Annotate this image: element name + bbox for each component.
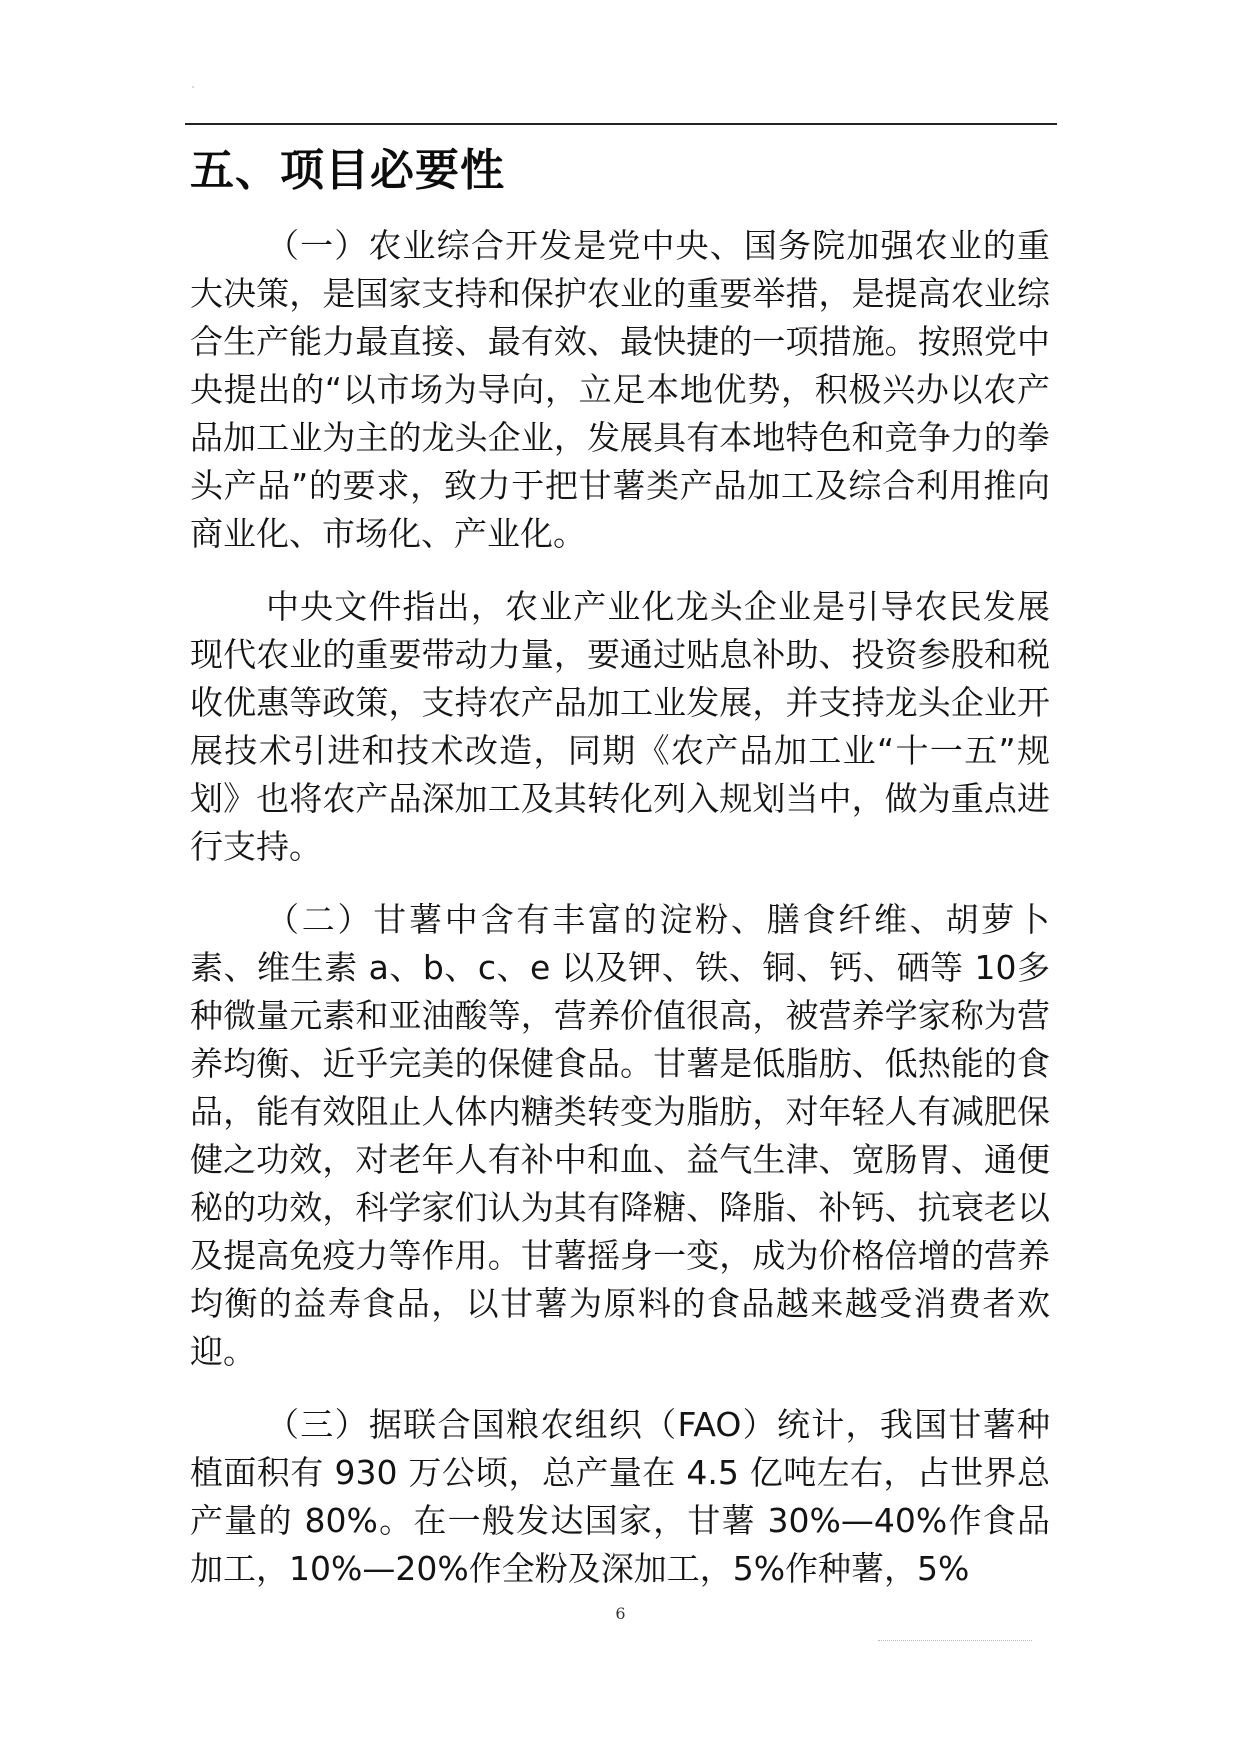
- paragraph-3: （二）甘薯中含有丰富的淀粉、膳食纤维、胡萝卜素、维生素 a、b、c、e 以及钾、铁、铜、钙、硒等 10多种微量元素和亚油酸等，营养价值很高，被营养学家称为营养均衡、近乎完美的保健食品。甘薯是低脂肪、低热能的食品，能有效阻止人体内糖类转变为脂肪，对年轻人有减肥保健之功效，对老年人有补中和血、益气生津、宽肠胃、通便秘的功效，科学家们认为其有降糖、降脂、补钙、抗衰老以及提高免疫力等作用。甘薯摇身一变，成为价格倍增的营养均衡的益寿食品，以甘薯为原料的食品越来越受消费者欢迎。: [190, 900, 1050, 1371]
- body-text: [190, 222, 1050, 1618]
- paragraph-1: （一）农业综合开发是党中央、国务院加强农业的重大决策，是国家支持和保护农业的重要举措，是提高农业综合生产能力最直接、最有效、最快捷的一项措施。按照党中央提出的“以市场为导向，立足本地优势，积极兴办以农产品加工业为主的龙头企业，发展具有本地特色和竞争力的拳头产品”的要求，致力于把甘薯类产品加工及综合利用推向商业化、市场化、产业化。: [190, 226, 1050, 553]
- footer-dotted-line: [878, 1640, 1032, 1641]
- paragraph-2: 中央文件指出，农业产业化龙头企业是引导农民发展现代农业的重要带动力量，要通过贴息补助、投资参股和税收优惠等政策，支持农产品加工业发展，并支持龙头企业开展技术引进和技术改造，同期《农产品加工业“十一五”规划》也将农产品深加工及其转化列入规划当中，做为重点进行支持。: [190, 587, 1050, 866]
- section-heading: 五、项目必要性: [190, 145, 505, 196]
- paragraph-4: （三）据联合国粮农组织（FAO）统计，我国甘薯种植面积有 930 万公顷，总产量在 4.5 亿吨左右，占世界总产量的 80%。在一般发达国家，甘薯 30%—40%作食品加工，10%—20%作全粉及深加工，5%作种薯，5%: [190, 1405, 1050, 1588]
- page-number: 6: [615, 1604, 626, 1623]
- header-rule: [185, 123, 1057, 125]
- scan-speck: [192, 86, 194, 88]
